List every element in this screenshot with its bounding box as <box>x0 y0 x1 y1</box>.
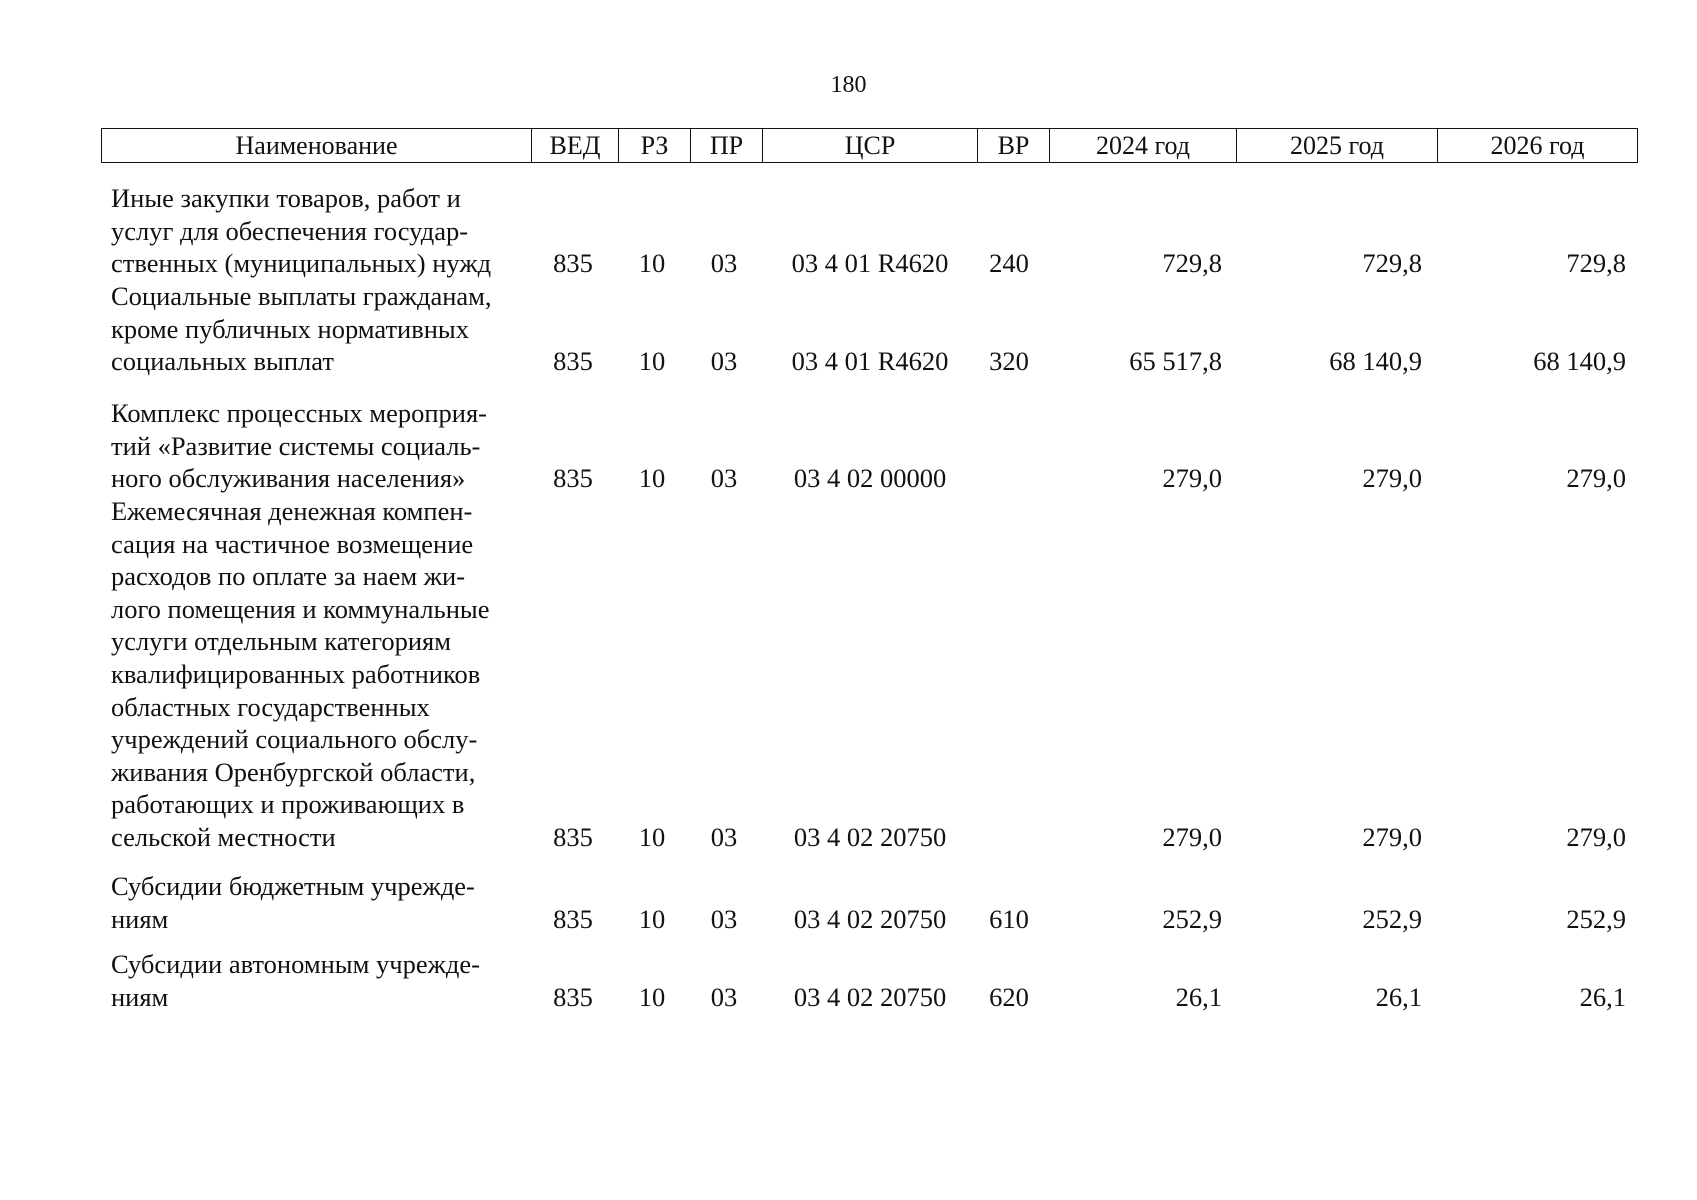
row-name: Иные закупки товаров, работ и услуг для обеспечения государ- ственных (муниципальных) нужд <box>111 183 492 279</box>
row-csr: 03 4 01 R4620 <box>791 248 949 279</box>
row-rz: 10 <box>638 903 666 934</box>
row-2024: 729,8 <box>1162 248 1222 279</box>
row-rz: 10 <box>638 981 666 1012</box>
row-2025: 729,8 <box>1362 248 1422 279</box>
row-csr: 03 4 02 00000 <box>793 463 947 494</box>
row-csr: 03 4 02 20750 <box>793 822 947 852</box>
table-header <box>101 128 1638 163</box>
row-pr: 03 <box>710 903 738 934</box>
row-2025: 26,1 <box>1375 981 1422 1012</box>
column-header-csr: ЦСР <box>763 129 978 163</box>
row-2024: 279,0 <box>1162 822 1222 852</box>
row-2026: 252,9 <box>1566 903 1626 934</box>
row-ved: 835 <box>553 903 593 934</box>
row-vr: 620 <box>989 981 1029 1012</box>
row-ved: 835 <box>553 248 593 279</box>
row-rz: 10 <box>638 248 666 279</box>
row-2025: 279,0 <box>1362 463 1422 494</box>
row-pr: 03 <box>710 463 738 494</box>
row-pr: 03 <box>710 248 738 279</box>
row-ved: 835 <box>553 822 593 852</box>
row-2026: 729,8 <box>1566 248 1626 279</box>
row-name: Субсидии бюджетным учрежде- ниям <box>111 871 475 934</box>
row-name: Субсидии автономным учрежде- ниям <box>111 949 480 1012</box>
row-2024: 26,1 <box>1175 981 1222 1012</box>
page-number: 180 <box>830 72 867 98</box>
row-2026: 279,0 <box>1566 822 1626 852</box>
row-name: Комплекс процессных мероприя- тий «Развитие системы социаль- ного обслуживания населения» <box>111 398 487 494</box>
row-2026: 26,1 <box>1579 981 1626 1012</box>
row-2024: 65 517,8 <box>1129 346 1222 377</box>
row-2025: 68 140,9 <box>1329 346 1422 377</box>
row-csr: 03 4 02 20750 <box>793 903 947 934</box>
row-2024: 279,0 <box>1162 463 1222 494</box>
row-2026: 68 140,9 <box>1533 346 1626 377</box>
column-header-vr: ВР <box>978 129 1050 163</box>
row-vr: 610 <box>989 903 1029 934</box>
column-header-2025: 2025 год <box>1237 129 1438 163</box>
column-header-rz: РЗ <box>619 129 691 163</box>
row-rz: 10 <box>638 346 666 377</box>
row-ved: 835 <box>553 346 593 377</box>
row-pr: 03 <box>710 346 738 377</box>
row-vr: 240 <box>989 248 1029 279</box>
row-pr: 03 <box>710 822 738 852</box>
row-2024: 252,9 <box>1162 903 1222 934</box>
row-name: Социальные выплаты гражданам, кроме публичных нормативных социальных выплат <box>111 281 492 377</box>
row-name: Ежемесячная денежная компен- сация на частичное возмещение расходов по оплате за наем жи- лого помещения и коммунальные услуги отдельным категориям квалифицированных работников областных государственных учреждений социального обслу- живания Оренбургской области, работающих и проживающих в сельской местности <box>111 496 490 852</box>
row-2025: 279,0 <box>1362 822 1422 852</box>
row-ved: 835 <box>553 981 593 1012</box>
column-header-2026: 2026 год <box>1438 129 1638 163</box>
row-pr: 03 <box>710 981 738 1012</box>
row-rz: 10 <box>638 822 666 852</box>
column-header-pr: ПР <box>691 129 763 163</box>
row-vr: 320 <box>989 346 1029 377</box>
row-2025: 252,9 <box>1362 903 1422 934</box>
column-header-name: Наименование <box>102 129 532 163</box>
row-csr: 03 4 01 R4620 <box>791 346 949 377</box>
row-rz: 10 <box>638 463 666 494</box>
column-header-ved: ВЕД <box>532 129 619 163</box>
row-ved: 835 <box>553 463 593 494</box>
row-csr: 03 4 02 20750 <box>793 981 947 1012</box>
column-header-2024: 2024 год <box>1050 129 1237 163</box>
row-2026: 279,0 <box>1566 463 1626 494</box>
